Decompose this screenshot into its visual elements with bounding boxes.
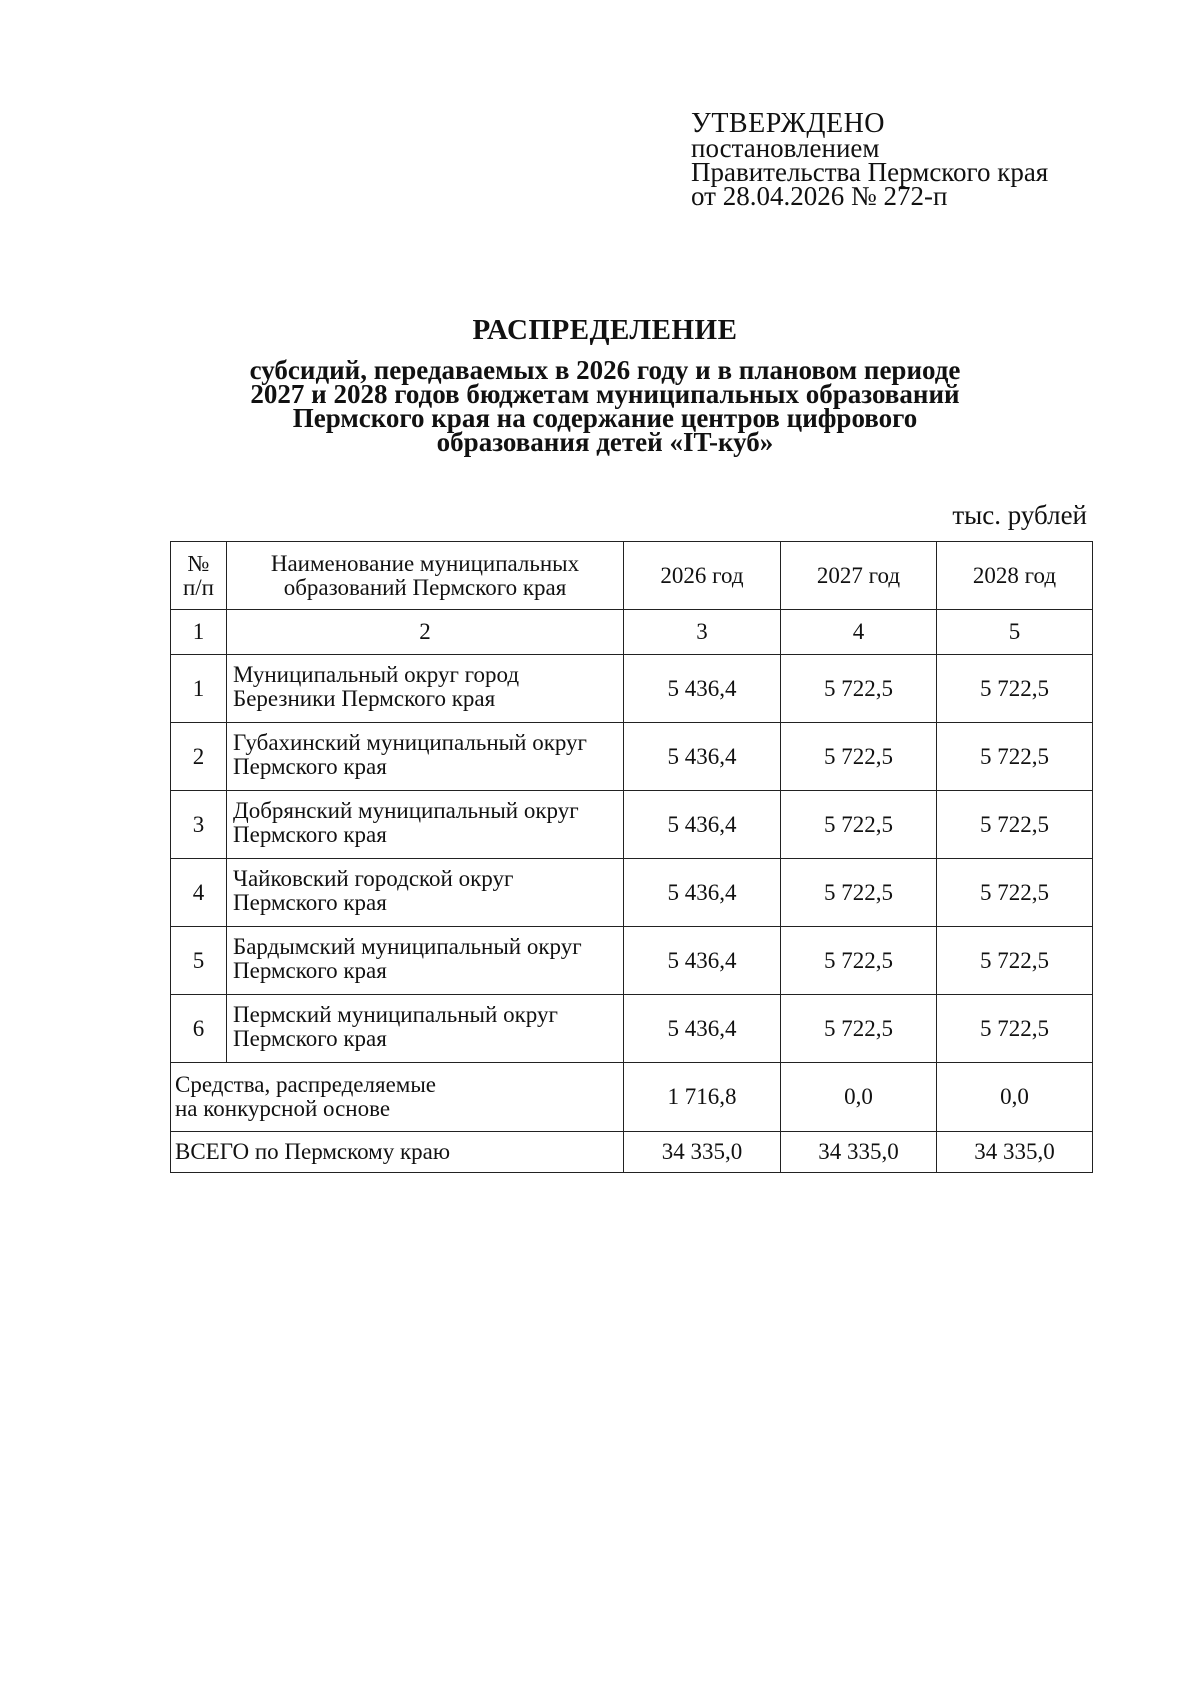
subtitle-line-3: Пермского края на содержание центров цифрового	[292, 403, 918, 433]
header-num	[171, 542, 227, 610]
column-number: 3	[624, 610, 781, 655]
approval-line-3: от 28.04.2026 № 272-п	[691, 181, 948, 211]
table-row	[171, 723, 1093, 791]
row-name-line-2: Пермского края	[233, 890, 387, 915]
header-2027: 2027 год	[781, 542, 937, 610]
row-name-line-1: Пермский муниципальный округ	[233, 1002, 558, 1027]
row-value-2028: 5 722,5	[937, 655, 1093, 723]
column-number: 5	[937, 610, 1093, 655]
row-name-line-1: Добрянский муниципальный округ	[233, 798, 579, 823]
row-name	[227, 995, 624, 1063]
row-name	[227, 791, 624, 859]
row-name	[227, 859, 624, 927]
approval-line-2: Правительства Пермского края	[691, 157, 1049, 187]
row-value-2027: 5 722,5	[781, 927, 937, 995]
row-name-line-2: Березники Пермского края	[233, 686, 496, 711]
header-2026: 2026 год	[624, 542, 781, 610]
competitive-value-2028: 0,0	[937, 1063, 1093, 1132]
subtitle-line-1: субсидий, передаваемых в 2026 году и в плановом периоде	[249, 355, 961, 385]
subtitle-line-2: 2027 и 2028 годов бюджетам муниципальных образований	[250, 379, 960, 409]
row-num: 2	[171, 723, 227, 791]
column-number-row	[171, 610, 1093, 655]
table-row	[171, 859, 1093, 927]
row-name-line-1: Муниципальный округ город	[233, 662, 520, 687]
document-title: РАСПРЕДЕЛЕНИЕ	[472, 314, 738, 346]
row-value-2028: 5 722,5	[937, 927, 1093, 995]
row-value-2026: 5 436,4	[624, 655, 781, 723]
total-value-2027: 34 335,0	[781, 1132, 937, 1173]
row-value-2028: 5 722,5	[937, 723, 1093, 791]
distribution-table	[170, 541, 1093, 1173]
total-label: ВСЕГО по Пермскому краю	[171, 1132, 624, 1173]
row-num: 5	[171, 927, 227, 995]
row-name-line-1: Губахинский муниципальный округ	[233, 730, 587, 755]
table-header-row	[171, 542, 1093, 610]
row-name-line-2: Пермского края	[233, 754, 387, 779]
row-value-2028: 5 722,5	[937, 791, 1093, 859]
units-label: тыс. рублей	[952, 500, 1087, 530]
table-row	[171, 655, 1093, 723]
table-row	[171, 995, 1093, 1063]
header-num-line-1: №	[187, 550, 210, 576]
column-number: 1	[171, 610, 227, 655]
row-value-2027: 5 722,5	[781, 655, 937, 723]
competitive-value-2027: 0,0	[781, 1063, 937, 1132]
competitive-funds-label	[171, 1063, 624, 1132]
row-name-line-1: Бардымский муниципальный округ	[233, 934, 582, 959]
row-value-2026: 5 436,4	[624, 995, 781, 1063]
row-name	[227, 655, 624, 723]
row-value-2027: 5 722,5	[781, 859, 937, 927]
document-subtitle	[190, 355, 1020, 457]
header-name-line-2: образований Пермского края	[283, 574, 567, 600]
competitive-value-2026: 1 716,8	[624, 1063, 781, 1132]
row-value-2027: 5 722,5	[781, 995, 937, 1063]
row-name	[227, 927, 624, 995]
row-name-line-1: Чайковский городской округ	[233, 866, 514, 891]
row-num: 3	[171, 791, 227, 859]
row-value-2027: 5 722,5	[781, 723, 937, 791]
row-name	[227, 723, 624, 791]
approval-block	[691, 108, 1049, 211]
row-name-line-2: Пермского края	[233, 1026, 387, 1051]
row-name-line-2: Пермского края	[233, 822, 387, 847]
total-value-2028: 34 335,0	[937, 1132, 1093, 1173]
row-value-2026: 5 436,4	[624, 927, 781, 995]
header-name	[227, 542, 624, 610]
row-value-2026: 5 436,4	[624, 723, 781, 791]
row-value-2028: 5 722,5	[937, 859, 1093, 927]
row-value-2027: 5 722,5	[781, 791, 937, 859]
competitive-funds-row	[171, 1063, 1093, 1132]
header-name-line-1: Наименование муниципальных	[270, 550, 580, 576]
row-num: 6	[171, 995, 227, 1063]
header-2028: 2028 год	[937, 542, 1093, 610]
competitive-label-line-2: на конкурсной основе	[175, 1096, 391, 1121]
total-row	[171, 1132, 1093, 1173]
subtitle-line-4: образования детей «IT-куб»	[436, 427, 774, 457]
competitive-label-line-1: Средства, распределяемые	[175, 1072, 436, 1097]
row-value-2026: 5 436,4	[624, 791, 781, 859]
row-value-2026: 5 436,4	[624, 859, 781, 927]
row-num: 4	[171, 859, 227, 927]
approval-line-1: постановлением	[691, 133, 880, 163]
column-number: 4	[781, 610, 937, 655]
approval-stamp: УТВЕРЖДЕНО	[691, 108, 886, 139]
table-row	[171, 927, 1093, 995]
row-value-2028: 5 722,5	[937, 995, 1093, 1063]
column-number: 2	[227, 610, 624, 655]
row-num: 1	[171, 655, 227, 723]
row-name-line-2: Пермского края	[233, 958, 387, 983]
total-value-2026: 34 335,0	[624, 1132, 781, 1173]
header-num-line-2: п/п	[182, 574, 214, 600]
table-row	[171, 791, 1093, 859]
